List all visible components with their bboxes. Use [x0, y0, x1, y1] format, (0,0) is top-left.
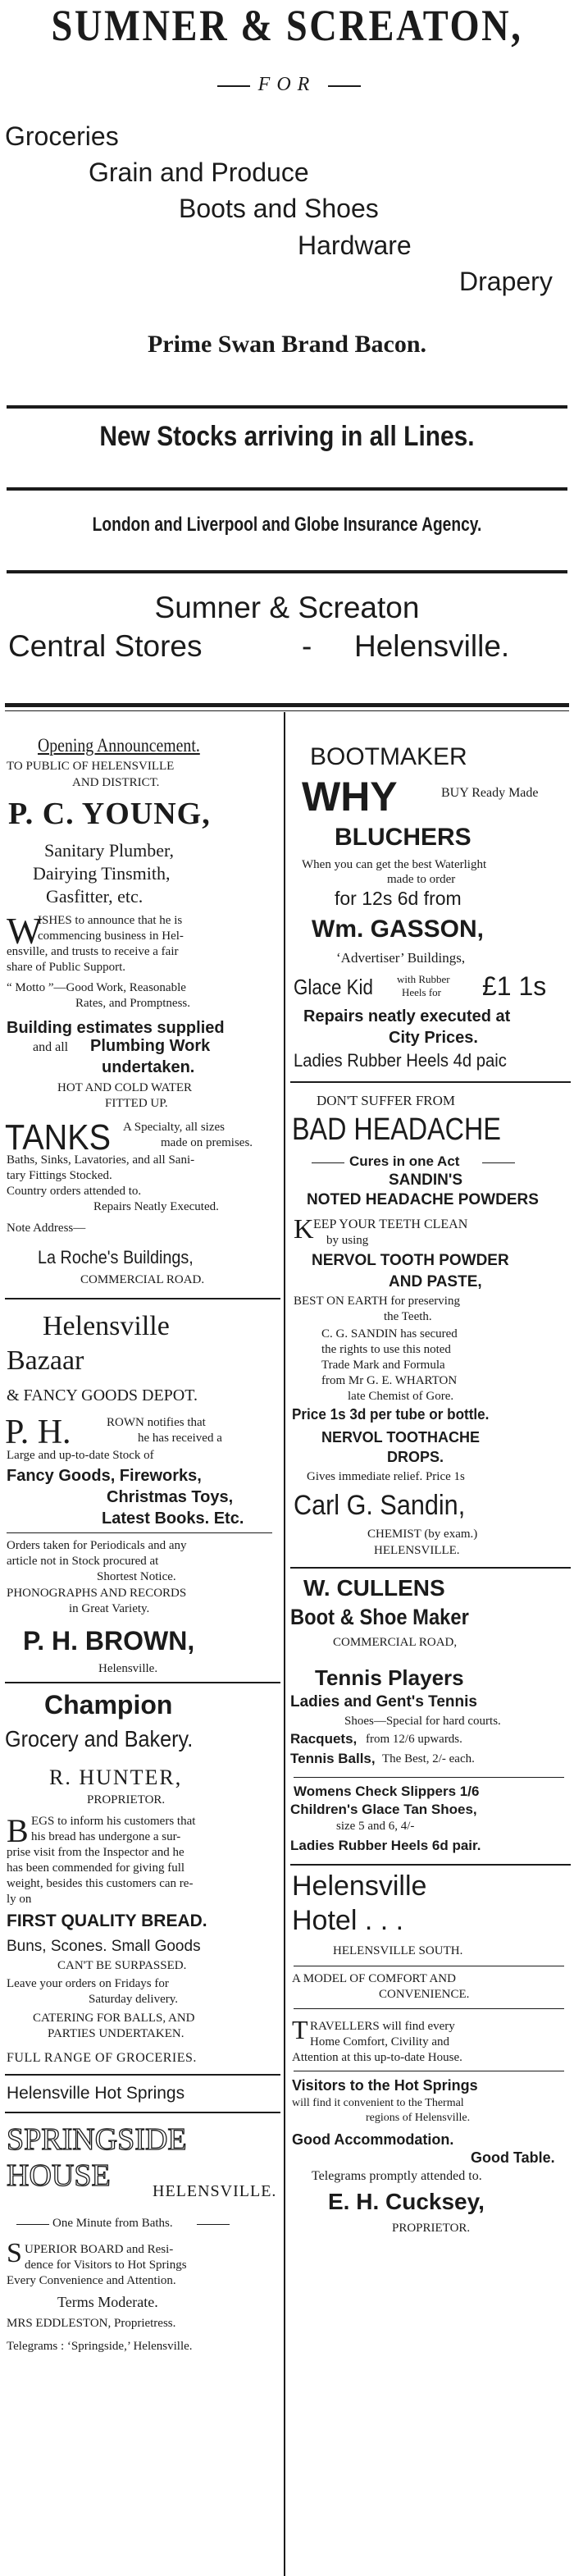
trade-3: Gasfitter, etc.: [46, 886, 144, 907]
rule: [7, 405, 567, 409]
wishes-4: share of Public Support.: [7, 961, 125, 974]
best-1: BEST ON EARTH for preserving: [294, 1295, 460, 1308]
wishes-1: ISHES to announce that he is: [38, 914, 183, 927]
thin-rule: [312, 1162, 344, 1163]
hunter-role: PROPRIETOR.: [87, 1793, 166, 1806]
gasson-name: Wm. GASSON,: [312, 916, 485, 943]
sandin-price: Price 1s 3d per tube or bottle.: [292, 1406, 490, 1423]
to-public-1: TO PUBLIC OF HELENSVILLE: [7, 760, 175, 773]
tanks-1: A Specialty, all sizes: [123, 1121, 225, 1134]
wishes-2: commencing business in Hel-: [38, 929, 184, 943]
secured-1: C. G. SANDIN has secured: [321, 1327, 458, 1341]
thin-rule: [7, 1532, 272, 1533]
best-2: the Teeth.: [384, 1310, 432, 1323]
gasson-price: for 12s 6d from: [335, 888, 462, 909]
central-stores: Central Stores: [8, 629, 203, 663]
springside-town: HELENSVILLE.: [153, 2182, 277, 2200]
repairs-2: City Prices.: [389, 1029, 478, 1047]
racquets-a: Racquets,: [290, 1731, 358, 1747]
section-rule: [5, 703, 569, 707]
trade-2: Dairying Tinsmith,: [33, 863, 171, 884]
model-1: A MODEL OF COMFORT AND: [292, 1972, 456, 1985]
ad-rule: [290, 1081, 571, 1083]
tennis-shoes-1: Ladies and Gent's Tennis: [290, 1693, 477, 1710]
why: WHY: [302, 774, 398, 820]
orders-3: Shortest Notice.: [97, 1570, 176, 1583]
bad-headache: BAD HEADACHE: [292, 1112, 501, 1147]
cullens-road: COMMERCIAL ROAD,: [333, 1636, 458, 1649]
estimates-1: Building estimates supplied: [7, 1019, 225, 1037]
building-name: La Roche's Buildings,: [38, 1247, 194, 1267]
ad-rule: [5, 1682, 280, 1683]
wishes-dropcap: W: [7, 910, 43, 952]
bootmaker: BOOTMAKER: [310, 743, 467, 770]
bacon-line: Prime Swan Brand Bacon.: [147, 331, 427, 358]
surpassed: CAN'T BE SURPASSED.: [57, 1959, 187, 1972]
goods-line-3: Boots and Shoes: [179, 194, 379, 223]
heels-for: Heels for: [402, 986, 442, 998]
begs-3: prise visit from the Inspector and he: [7, 1846, 184, 1859]
estimates-2b: Plumbing Work: [90, 1037, 211, 1055]
to-public-2: AND DISTRICT.: [72, 776, 160, 789]
note-address: Note Address—: [7, 1222, 86, 1235]
motto-2: Rates, and Promptness.: [75, 997, 190, 1010]
superior-1: UPERIOR BOARD and Resi-: [25, 2243, 174, 2256]
keep-1: EEP YOUR TEETH CLEAN: [313, 1217, 468, 1231]
childrens: Children's Glace Tan Shoes,: [290, 1802, 477, 1817]
brown-name: P. H. BROWN,: [23, 1626, 195, 1656]
rule: [7, 487, 567, 491]
hunter-name: R. HUNTER,: [49, 1765, 183, 1789]
ad-rule: [5, 2112, 280, 2113]
good-table: Good Table.: [471, 2149, 555, 2166]
first-quality: FIRST QUALITY BREAD.: [7, 1911, 207, 1930]
town-name: Helensville.: [354, 629, 510, 663]
section-rule: [5, 710, 569, 711]
cullens-heels: Ladies Rubber Heels 6d pair.: [290, 1838, 481, 1853]
firm-name: SUMNER & SCREATON,: [51, 1, 523, 50]
phono-1: PHONOGRAPHS AND RECORDS: [7, 1587, 187, 1600]
nervol-2: AND PASTE,: [389, 1273, 482, 1290]
goods-1: Fancy Goods, Fireworks,: [7, 1467, 202, 1485]
model-2: CONVENIENCE.: [379, 1988, 470, 2001]
water-1: HOT AND COLD WATER: [57, 1081, 193, 1094]
bazaar-initials: P. H.: [5, 1414, 71, 1451]
begs-6: ly on: [7, 1893, 32, 1906]
bazaar-title-2: Bazaar: [7, 1345, 84, 1376]
brown-place: Helensville.: [98, 1662, 158, 1675]
proprietress: MRS EDDLESTON, Proprietress.: [7, 2317, 176, 2330]
young-name: P. C. YOUNG,: [8, 797, 211, 831]
thin-rule: [197, 2224, 230, 2225]
superior-dropcap: S: [7, 2238, 22, 2268]
goods-line-4: Hardware: [298, 231, 412, 260]
leave-1: Leave your orders on Fridays for: [7, 1977, 169, 1990]
trade-1: Sanitary Plumber,: [44, 840, 174, 861]
balls-a: Tennis Balls,: [290, 1751, 376, 1766]
glace-price: £1 1s: [482, 971, 547, 1001]
slippers: Womens Check Slippers 1/6: [294, 1784, 480, 1799]
tanks-2: made on premises.: [161, 1136, 253, 1149]
secured-5: late Chemist of Gore.: [348, 1390, 454, 1403]
secured-2: the rights to use this noted: [321, 1343, 451, 1356]
notifies-1: ROWN notifies that: [107, 1416, 206, 1429]
thin-rule: [16, 2224, 49, 2225]
sandin-town: HELENSVILLE.: [374, 1544, 460, 1557]
motto-1: “ Motto ”—Good Work, Reasonable: [7, 981, 186, 994]
hotel-telegrams: Telegrams promptly attended to.: [312, 2169, 482, 2183]
hotel-title-2: Hotel . . .: [292, 1905, 404, 1936]
cures: Cures in one Act: [349, 1153, 460, 1169]
goods-line-2: Grain and Produce: [89, 158, 309, 187]
sandins: SANDIN'S: [389, 1172, 463, 1189]
accommodation: Good Accommodation.: [292, 2131, 454, 2148]
trav-dropcap: T: [292, 2015, 308, 2044]
cucksey-role: PROPRIETOR.: [392, 2222, 471, 2235]
thin-rule: [294, 1777, 564, 1778]
begs-5: weight, besides this customers can re-: [7, 1877, 194, 1890]
young-road: COMMERCIAL ROAD.: [80, 1273, 205, 1286]
noted-powders: NOTED HEADACHE POWDERS: [307, 1191, 539, 1208]
new-stocks-line: New Stocks arriving in all Lines.: [99, 421, 475, 452]
relief: Gives immediate relief. Price 1s: [307, 1470, 465, 1483]
full-range: FULL RANGE OF GROCERIES.: [7, 2051, 197, 2065]
visitors-3: regions of Helensville.: [366, 2112, 471, 2124]
begs-4: has been commended for giving full: [7, 1861, 185, 1875]
tanks-5: Country orders attended to.: [7, 1185, 142, 1198]
water-2: FITTED UP.: [105, 1097, 168, 1110]
thin-rule: [294, 2008, 564, 2009]
wishes-3: ensville, and trusts to receive a fair: [7, 945, 179, 958]
sizes: size 5 and 6, 4/-: [336, 1820, 415, 1833]
keep-2: by using: [326, 1234, 369, 1247]
cullens-name: W. CULLENS: [303, 1575, 445, 1601]
store-name: Sumner & Screaton: [154, 591, 420, 624]
secured-4: from Mr G. E. WHARTON: [321, 1374, 458, 1387]
superior-3: Every Convenience and Attention.: [7, 2274, 176, 2287]
secured-3: Trade Mark and Formula: [321, 1359, 445, 1372]
hotel-title-1: Helensville: [292, 1870, 427, 1902]
rule: [328, 85, 361, 87]
begs-2: his bread has undergone a sur-: [31, 1830, 181, 1843]
repairs-1: Repairs neatly executed at: [303, 1007, 511, 1025]
gasson-buildings: ‘Advertiser’ Buildings,: [336, 950, 466, 966]
estimates-2a: and all: [33, 1040, 69, 1054]
champion-sub: Grocery and Bakery.: [5, 1726, 194, 1752]
one-minute: One Minute from Baths.: [52, 2217, 173, 2230]
notifies-2: he has received a: [138, 1432, 222, 1445]
superior-2: dence for Visitors to Hot Springs: [25, 2259, 187, 2272]
leave-2: Saturday delivery.: [89, 1993, 178, 2006]
goods-2: Christmas Toys,: [107, 1488, 234, 1506]
trav-3: Attention at this up-to-date House.: [292, 2051, 462, 2064]
dash: -: [302, 629, 312, 663]
bluchers: BLUCHERS: [335, 824, 472, 851]
bazaar-depot: & FANCY GOODS DEPOT.: [7, 1386, 198, 1404]
ladies-heels: Ladies Rubber Heels 4d paic: [294, 1050, 507, 1071]
buns-line: Buns, Scones. Small Goods: [7, 1938, 201, 1955]
champion-title: Champion: [44, 1690, 173, 1720]
opening-heading: Opening Announcement.: [38, 735, 200, 756]
goods-3: Latest Books. Etc.: [102, 1510, 244, 1528]
goods-line-1: Groceries: [5, 121, 119, 151]
tanks-4: tary Fittings Stocked.: [7, 1169, 112, 1182]
thin-rule: [482, 1162, 515, 1163]
begs-dropcap: B: [7, 1812, 29, 1849]
phono-2: in Great Variety.: [69, 1602, 150, 1615]
chemist: CHEMIST (by exam.): [367, 1528, 478, 1541]
visitors-2: will find it convenient to the Thermal: [292, 2097, 464, 2109]
springs-header: Helensville Hot Springs: [7, 2084, 185, 2103]
terms: Terms Moderate.: [57, 2294, 158, 2310]
bazaar-title-1: Helensville: [43, 1311, 170, 1341]
when-2: made to order: [387, 873, 456, 886]
estimates-3: undertaken.: [102, 1058, 195, 1076]
trav-2: Home Comfort, Civility and: [310, 2035, 449, 2048]
balls-b: The Best, 2/- each.: [382, 1752, 475, 1765]
tennis-shoes-2: Shoes—Special for hard courts.: [344, 1715, 501, 1728]
rule: [7, 570, 567, 573]
cullens-trade: Boot & Shoe Maker: [290, 1605, 469, 1629]
dont-suffer: DON'T SUFFER FROM: [317, 1093, 456, 1108]
notifies-3: Large and up-to-date Stock of: [7, 1449, 154, 1462]
when-1: When you can get the best Waterlight: [302, 858, 487, 871]
springside-name-2: HOUSE: [7, 2158, 111, 2193]
column-divider: [284, 712, 285, 2576]
visitors-1: Visitors to the Hot Springs: [292, 2077, 478, 2094]
goods-line-5: Drapery: [459, 267, 553, 296]
trav-1: RAVELLERS will find every: [310, 2020, 455, 2033]
orders-2: article not in Stock procured at: [7, 1555, 159, 1568]
glace-kid: Glace Kid: [294, 975, 373, 999]
tanks-3: Baths, Sinks, Lavatories, and all Sani-: [7, 1153, 195, 1167]
for-label: FOR: [257, 74, 317, 95]
insurance-line: London and Liverpool and Globe Insurance Agency.: [92, 514, 482, 536]
begs-1: EGS to inform his customers that: [31, 1815, 196, 1828]
tanks-heading: TANKS: [5, 1117, 112, 1158]
cucksey-name: E. H. Cucksey,: [328, 2189, 485, 2214]
ad-rule: [290, 1567, 571, 1569]
ad-rule: [5, 1298, 280, 1299]
nervol-1: NERVOL TOOTH POWDER: [312, 1252, 509, 1269]
with-rubber: with Rubber: [397, 973, 450, 985]
drops-2: DROPS.: [387, 1449, 444, 1465]
tanks-6: Repairs Neatly Executed.: [93, 1200, 219, 1213]
springside-name-1: SPRINGSIDE: [7, 2122, 187, 2157]
orders-1: Orders taken for Periodicals and any: [7, 1539, 187, 1552]
sandin-name: Carl G. Sandin,: [294, 1490, 466, 1521]
tennis-players: Tennis Players: [315, 1665, 464, 1690]
hotel-south: HELENSVILLE SOUTH.: [333, 1944, 463, 1957]
ad-rule: [5, 2074, 280, 2076]
catering-2: PARTIES UNDERTAKEN.: [48, 2027, 184, 2040]
catering-1: CATERING FOR BALLS, AND: [33, 2012, 195, 2025]
drops-1: NERVOL TOOTHACHE: [321, 1429, 481, 1446]
buy-ready-made: BUY Ready Made: [441, 786, 539, 800]
keep-dropcap: K: [294, 1214, 314, 1245]
ad-rule: [290, 1864, 571, 1866]
racquets-b: from 12/6 upwards.: [366, 1733, 462, 1746]
springs-telegrams: Telegrams : ‘Springside,’ Helensville.: [7, 2340, 193, 2353]
